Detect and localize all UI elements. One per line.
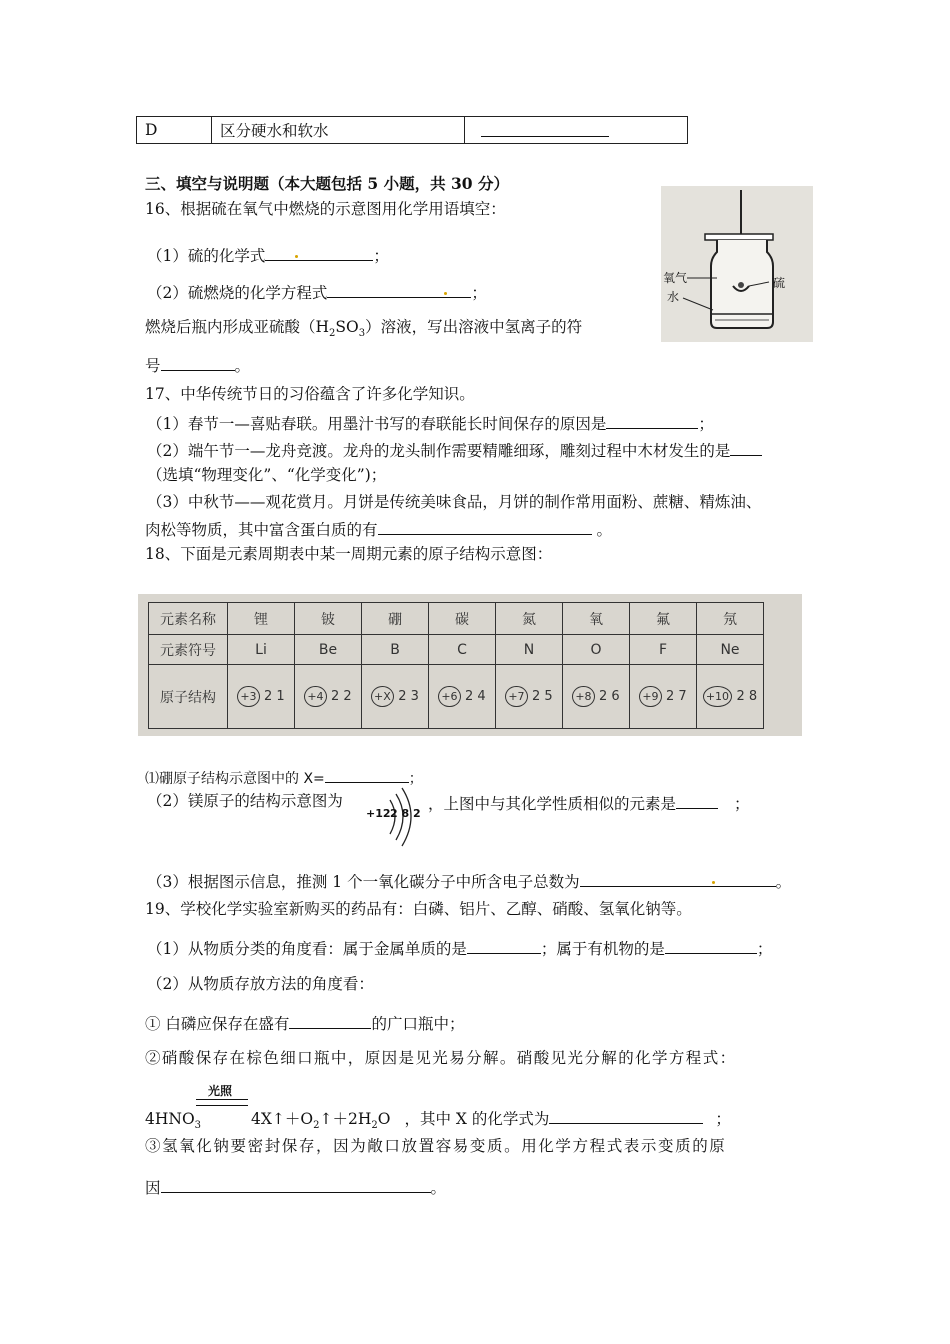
header-atomic-structure: 原子结构 <box>149 665 228 729</box>
atom-shells: 2 6 <box>598 689 620 704</box>
atom-nucleus: +9 <box>639 686 661 707</box>
question-text: 肉松等物质，其中富含蛋白质的有 <box>145 521 378 539</box>
question-19-stem: 19、学校化学实验室新购买的药品有：白磷、铝片、乙醇、硝酸、氢氧化钠等。 <box>145 900 692 918</box>
label-sulfur: 硫 <box>773 276 786 290</box>
element-symbol: C <box>429 635 496 665</box>
element-symbol: Li <box>228 635 295 665</box>
header-element-name: 元素名称 <box>149 603 228 635</box>
header-element-symbol: 元素符号 <box>149 635 228 665</box>
atom-diagram <box>295 665 362 729</box>
question-18-part-3 <box>147 870 791 892</box>
question-17-part-2-cont: （选填“物理变化”、“化学变化”)； <box>147 466 387 484</box>
punctuation: 。 <box>234 357 251 375</box>
element-symbol: Ne <box>697 635 764 665</box>
atom-shells: 2 5 <box>531 689 553 704</box>
table-cell-option: D <box>137 117 212 144</box>
question-text: 的广口瓶中； <box>371 1015 465 1033</box>
answer-blank[interactable] <box>289 1012 371 1029</box>
subscript: 2 <box>313 1120 320 1132</box>
section-title: 三、填空与说明题（本大题包括 5 小题，共 30 分） <box>145 174 509 193</box>
element-name: 氖 <box>697 603 764 635</box>
answer-blank[interactable] <box>467 937 541 954</box>
atom-diagram <box>228 665 295 729</box>
question-19-part-1 <box>147 937 772 959</box>
mg-shells: 2 8 2 <box>390 807 421 820</box>
answer-blank[interactable] <box>676 792 718 809</box>
question-text: （1）春节一—喜贴春联。用墨汁书写的春联能长时间保存的原因是 <box>147 415 607 433</box>
answer-blank[interactable] <box>730 439 762 456</box>
atom-nucleus: +10 <box>703 686 732 707</box>
question-18-part-1 <box>145 766 423 788</box>
element-symbol: B <box>362 635 429 665</box>
question-17-part-3-cont <box>145 518 612 540</box>
element-symbol: F <box>630 635 697 665</box>
answer-blank[interactable] <box>481 120 609 137</box>
question-text: 燃烧后瓶内形成亚硫酸（H <box>145 318 330 336</box>
atom-nucleus: +3 <box>237 686 259 707</box>
atom-shells: 2 3 <box>398 689 419 704</box>
question-17-stem: 17、中华传统节日的习俗蕴含了许多化学知识。 <box>145 385 475 403</box>
answer-blank[interactable] <box>580 870 776 887</box>
equation-text: 4X↑＋O <box>251 1110 314 1128</box>
chemical-equation <box>145 1107 731 1132</box>
question-16-part-3 <box>145 318 582 340</box>
element-name: 铍 <box>295 603 362 635</box>
question-text: （1）从物质分类的角度看：属于金属单质的是 <box>147 940 467 958</box>
table-row <box>137 117 688 144</box>
punctuation: ； <box>471 284 487 302</box>
bottle-diagram-icon <box>661 186 813 342</box>
question-18-part-2 <box>147 792 343 811</box>
answer-blank[interactable] <box>161 1176 431 1193</box>
question-text: （2）镁原子的结构示意图为 <box>147 792 343 810</box>
question-text: ）溶液，写出溶液中氢离子的符 <box>365 318 583 336</box>
question-text: ⑴硼原子结构示意图中的 X= <box>145 771 325 787</box>
punctuation: ； <box>698 415 714 433</box>
subscript: 3 <box>194 1120 202 1132</box>
answer-blank[interactable] <box>325 766 409 783</box>
element-name: 碳 <box>429 603 496 635</box>
reaction-condition: 光照 <box>208 1084 233 1098</box>
question-text: SO <box>335 318 359 336</box>
answer-blank[interactable] <box>161 354 235 371</box>
punctuation: 。 <box>430 1179 447 1197</box>
question-text: ，上图中与其化学性质相似的元素是 <box>428 795 677 813</box>
question-17-part-3: （3）中秋节——观花赏月。月饼是传统美味食品，月饼的制作常用面粉、蔗糖、精炼油、 <box>147 493 762 511</box>
element-symbol: O <box>563 635 630 665</box>
question-text: （2）硫燃烧的化学方程式 <box>147 284 328 302</box>
atom-diagram <box>563 665 630 729</box>
answer-table <box>136 116 688 144</box>
question-16-part-1 <box>147 244 389 266</box>
question-18-stem: 18、下面是元素周期表中某一周期元素的原子结构示意图： <box>145 545 553 563</box>
table-cell-task: 区分硬水和软水 <box>212 117 465 144</box>
question-19-part-2-1 <box>145 1012 464 1034</box>
question-16-stem: 16、根据硫在氧气中燃烧的示意图用化学用语填空： <box>145 200 506 218</box>
magnesium-atom-diagram <box>366 786 426 850</box>
question-19-part-2-2: ②硝酸保存在棕色细口瓶中，原因是见光易分解。硝酸见光分解的化学方程式： <box>145 1049 737 1067</box>
table-cell-answer <box>465 117 688 144</box>
equation-text: ↑＋2H <box>319 1110 372 1128</box>
answer-blank[interactable] <box>606 412 698 429</box>
question-16-part-3-cont <box>145 354 250 376</box>
punctuation: 。 <box>591 521 612 539</box>
subscript: 2 <box>329 328 336 340</box>
atom-diagram <box>362 665 429 729</box>
punctuation: ； <box>734 795 750 813</box>
atom-shells: 2 7 <box>665 689 687 704</box>
atomic-structure-table <box>148 602 764 729</box>
atom-shells: 2 8 <box>736 689 758 704</box>
answer-blank[interactable] <box>327 281 471 298</box>
question-18-part-2-cont <box>428 792 750 814</box>
question-text: （2）端午节一—龙舟竞渡。龙舟的龙头制作需要精雕细琢，雕刻过程中木材发生的是 <box>147 442 731 460</box>
answer-blank[interactable] <box>665 937 757 954</box>
element-symbol: N <box>496 635 563 665</box>
punctuation: ； <box>756 940 773 958</box>
question-16-part-2 <box>147 281 487 303</box>
atom-shells: 2 4 <box>464 689 486 704</box>
element-name: 氟 <box>630 603 697 635</box>
question-17-part-2 <box>147 439 762 461</box>
element-symbol: Be <box>295 635 362 665</box>
punctuation: ； <box>373 247 389 265</box>
atom-nucleus: +8 <box>572 686 594 707</box>
punctuation: ； <box>408 771 423 787</box>
label-water: 水 <box>667 290 680 304</box>
atom-diagram <box>630 665 697 729</box>
label-oxygen: 氧气 <box>663 271 688 285</box>
atom-nucleus: +X <box>371 686 394 707</box>
answer-blank[interactable] <box>549 1107 703 1124</box>
question-19-part-2-3-cont <box>145 1176 446 1198</box>
mg-nucleus: +12 <box>366 807 391 820</box>
question-17-part-1 <box>147 412 714 434</box>
equals-sign <box>196 1099 248 1106</box>
question-text: ① 白磷应保存在盛有 <box>145 1015 290 1033</box>
atom-nucleus: +7 <box>505 686 527 707</box>
atom-shells: 2 2 <box>330 689 352 704</box>
punctuation: ； <box>715 1110 731 1128</box>
subscript: 2 <box>371 1120 378 1132</box>
question-text: 因 <box>145 1179 161 1197</box>
equation-text: 4HNO <box>145 1110 195 1128</box>
atom-nucleus: +4 <box>304 686 326 707</box>
subscript: 3 <box>358 328 366 340</box>
atom-nucleus: +6 <box>438 686 460 707</box>
periodic-table-photo <box>138 594 802 736</box>
sulfur-combustion-figure <box>661 186 813 342</box>
atom-diagram <box>429 665 496 729</box>
question-text: 号 <box>145 357 161 375</box>
element-name: 锂 <box>228 603 295 635</box>
question-text: （3）根据图示信息，推测 1 个一氧化碳分子中所含电子总数为 <box>147 873 580 891</box>
element-name: 氧 <box>563 603 630 635</box>
element-name: 氮 <box>496 603 563 635</box>
question-text: ；属于有机物的是 <box>540 940 665 958</box>
atom-diagram <box>496 665 563 729</box>
question-19-part-2-3: ③氢氧化钠要密封保存，因为敞口放置容易变质。用化学方程式表示变质的原 <box>145 1137 727 1155</box>
question-text: （1）硫的化学式 <box>147 247 266 265</box>
element-name: 硼 <box>362 603 429 635</box>
answer-blank[interactable] <box>378 518 592 535</box>
punctuation: 。 <box>775 873 792 891</box>
atom-diagram <box>697 665 764 729</box>
atom-shells: 2 1 <box>263 689 285 704</box>
equation-text: O <box>377 1110 391 1128</box>
question-19-part-2: （2）从物质存放方法的角度看： <box>147 975 374 993</box>
question-text: ，其中 X 的化学式为 <box>404 1110 550 1128</box>
answer-blank[interactable] <box>265 244 373 261</box>
